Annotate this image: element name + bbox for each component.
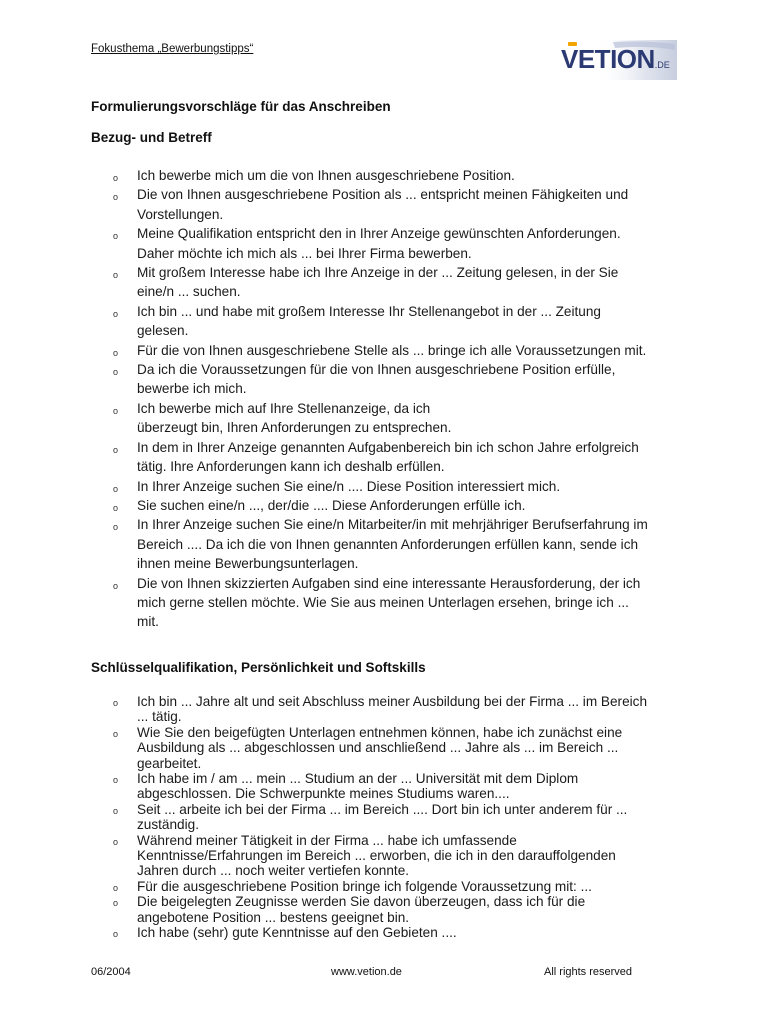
logo-suffix: .DE	[654, 60, 670, 70]
bullet-icon: o	[113, 347, 119, 358]
list-item-text: Für die von Ihnen ausgeschriebene Stelle als ... bringe ich alle Voraussetzungen mit.	[137, 342, 647, 358]
bullet-icon: o	[113, 308, 119, 319]
list-item	[113, 166, 683, 185]
list-item-text: Mit großem Interesse habe ich Ihre Anzeige in der ... Zeitung gelesen, in der Sie eine/n ... suchen.	[137, 265, 619, 300]
bullet-icon: o	[113, 775, 119, 786]
list-item-text: Für die ausgeschriebene Position bringe ich folgende Voraussetzung mit: ...	[137, 878, 592, 894]
bullet-icon: o	[113, 882, 119, 893]
section-heading-schluessel: Schlüsselqualifikation, Persönlichkeit und Softskills	[91, 660, 426, 675]
bullet-icon: o	[113, 898, 119, 909]
footer-rights: All rights reserved	[544, 966, 633, 978]
bullet-icon: o	[113, 367, 119, 378]
list-item	[113, 574, 683, 632]
list-item-text: Meine Qualifikation entspricht den in Ihrer Anzeige gewünschten Anforderungen. Daher möchte ich mich als ... bei Ihrer Firma bewerben.	[137, 226, 621, 261]
list-item	[113, 185, 683, 224]
list-item	[113, 925, 683, 940]
list-item	[113, 515, 683, 573]
footer-website: www.vetion.de	[331, 966, 402, 978]
list-item	[113, 496, 683, 515]
logo-wordmark: VETION	[561, 44, 655, 74]
bullet-icon: o	[113, 192, 119, 203]
bezug-list	[113, 166, 683, 632]
bullet-icon: o	[113, 929, 119, 940]
list-item	[113, 438, 683, 477]
vetion-logo	[555, 40, 677, 80]
document-title: Formulierungsvorschläge für das Anschreiben	[91, 99, 391, 114]
list-item	[113, 894, 683, 925]
list-item-text: Die beigelegten Zeugnisse werden Sie davon überzeugen, dass ich für die angebotene Position ... bestens geeignet bin.	[137, 894, 586, 925]
bullet-icon: o	[113, 580, 119, 591]
bullet-icon: o	[113, 698, 119, 708]
bullet-icon: o	[113, 728, 119, 739]
bullet-icon: o	[113, 836, 119, 847]
list-item-text: Seit ... arbeite ich bei der Firma ... im Bereich .... Dort bin ich unter anderem für ... zuständig.	[137, 801, 628, 833]
list-item	[113, 771, 683, 802]
bullet-icon: o	[113, 173, 119, 183]
list-item-text: In Ihrer Anzeige suchen Sie eine/n Mitarbeiter/in mit mehrjähriger Berufserfahrung im Bereich .... Da ich die von Ihnen genannten Anforderungen erfüllen kann, sende ich ihnen meine Bewerbungsunterlagen.	[137, 517, 648, 572]
list-item-text: Die von Ihnen ausgeschriebene Position als ... entspricht meinen Fähigkeiten und Vorstellungen.	[137, 187, 629, 222]
list-item-text: In dem in Ihrer Anzeige genannten Aufgabenbereich bin ich schon Jahre erfolgreich tätig. Ihre Anforderungen kann ich deshalb erfüllen.	[137, 439, 639, 475]
list-item	[113, 263, 683, 302]
list-item-text: Ich bin ... und habe mit großem Interesse Ihr Stellenangebot in der ... Zeitung gelesen.	[137, 303, 601, 339]
list-item	[113, 360, 683, 399]
bullet-icon: o	[113, 522, 119, 533]
list-item	[113, 224, 683, 263]
footer-date: 06/2004	[91, 966, 131, 978]
list-item	[113, 879, 683, 894]
list-item	[113, 302, 683, 341]
schluessel-list	[113, 694, 683, 941]
list-item-text: Während meiner Tätigkeit in der Firma ... habe ich umfassende Kenntnisse/Erfahrungen im Bereich ... erworben, die ich in den darauffolgenden Jahren durch ... noch weiter vertiefen konnte.	[137, 832, 616, 879]
section-heading-bezug: Bezug- und Betreff	[91, 130, 212, 145]
list-item-text: Ich bewerbe mich auf Ihre Stellenanzeige, da ich überzeugt bin, Ihren Anforderungen zu entsprechen.	[137, 400, 452, 436]
list-item-text: Die von Ihnen skizzierten Aufgaben sind eine interessante Herausforderung, der ich mich gerne stellen möchte. Wie Sie aus meinen Unterlagen ersehen, bringe ich ... mit.	[137, 575, 641, 630]
list-item-text: In Ihrer Anzeige suchen Sie eine/n .... Diese Position interessiert mich.	[137, 478, 561, 494]
bullet-icon: o	[113, 231, 119, 242]
bullet-icon: o	[113, 444, 119, 455]
list-item	[113, 399, 683, 438]
list-item-text: Ich habe im / am ... mein ... Studium an der ... Universität mit dem Diplom abgeschlossen. Die Schwerpunkte meines Studiums waren....	[137, 771, 579, 802]
list-item	[113, 802, 683, 833]
bullet-icon: o	[113, 405, 119, 416]
list-item	[113, 477, 683, 496]
list-item-text: Sie suchen eine/n ..., der/die .... Diese Anforderungen erfülle ich.	[137, 497, 526, 513]
list-item	[113, 725, 683, 771]
list-item-text: Ich bin ... Jahre alt und seit Abschluss meiner Ausbildung bei der Firma ... im Bereich ... tätig.	[137, 694, 648, 725]
bullet-icon: o	[113, 270, 119, 281]
list-item-text: Ich bewerbe mich um die von Ihnen ausgeschriebene Position.	[137, 168, 515, 183]
bullet-icon: o	[113, 502, 119, 513]
bullet-icon: o	[113, 483, 119, 494]
header-topic: Fokusthema „Bewerbungstipps“	[91, 43, 254, 55]
list-item	[113, 341, 683, 360]
list-item	[113, 694, 683, 725]
bullet-icon: o	[113, 805, 119, 816]
list-item-text: Wie Sie den beigefügten Unterlagen entnehmen können, habe ich zunächst eine Ausbildung als ... abgeschlossen und anschließend ... Jahre als ... im Bereich ... gearbeitet.	[137, 724, 623, 771]
list-item-text: Ich habe (sehr) gute Kenntnisse auf den Gebieten ....	[137, 925, 457, 941]
list-item	[113, 833, 683, 879]
list-item-text: Da ich die Voraussetzungen für die von Ihnen ausgeschriebene Position erfülle, bewerbe ich mich.	[137, 362, 616, 397]
